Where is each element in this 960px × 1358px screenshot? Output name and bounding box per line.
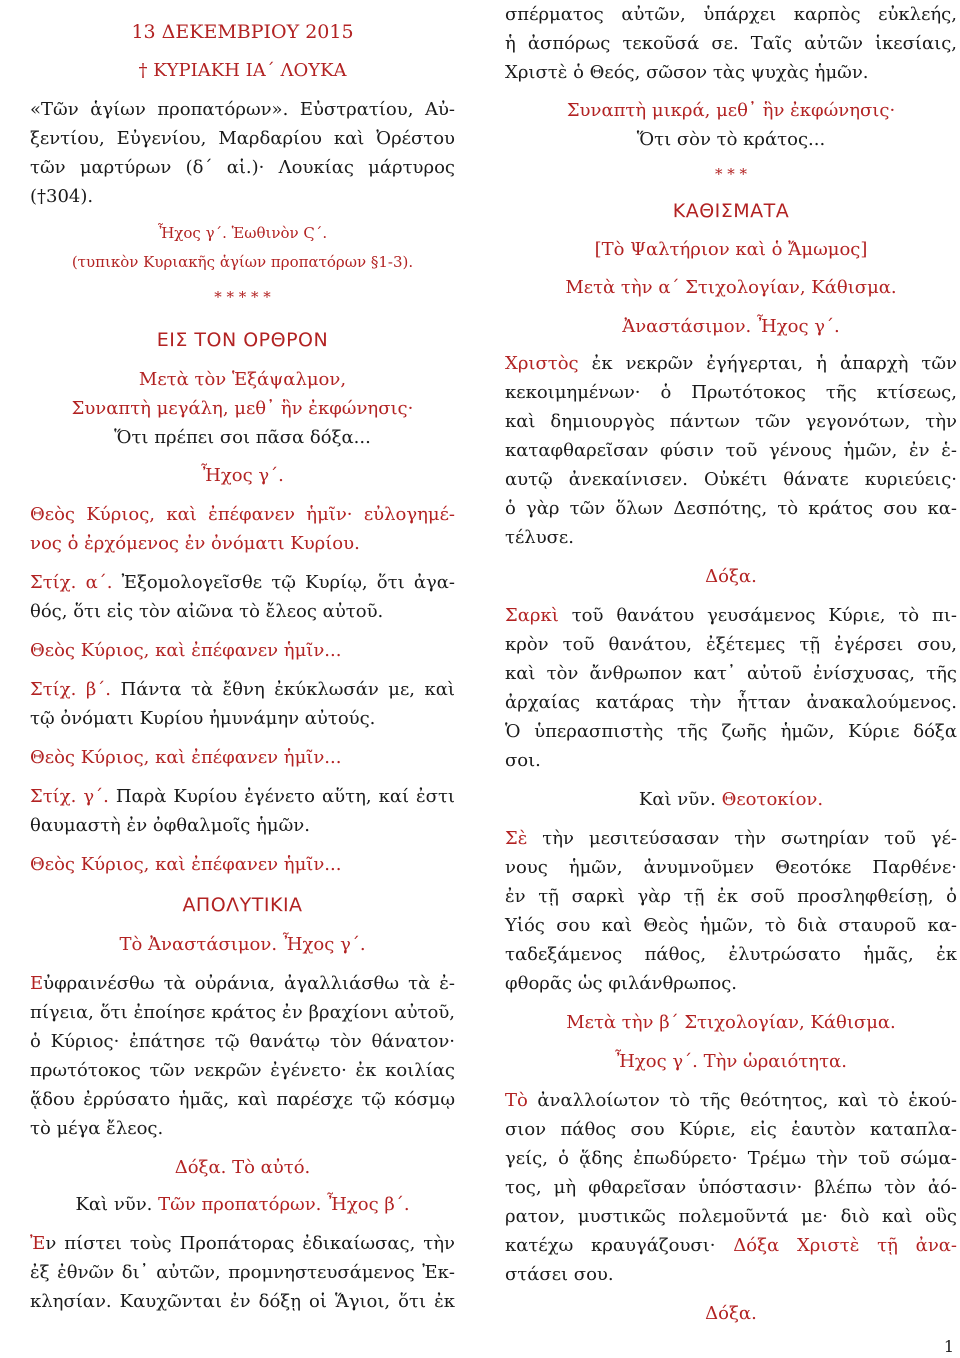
resurrectional-tone: Τὸ Ἀναστάσιμον. Ἦχος γ΄.	[119, 934, 366, 955]
psalter-note: [Τὸ Ψαλτήριον καὶ ὁ Ἄμωμος]	[594, 239, 868, 260]
date-heading: 13 ΔΕΚΕΜΒΡΙΟΥ 2015	[131, 21, 354, 43]
stars-divider: * * *	[714, 165, 748, 183]
great-litany: Συναπτὴ μεγάλη, μεθ᾿ ἣν ἐκφώνησις·	[71, 398, 414, 419]
typikon-note: (τυπικὸν Κυριακῆς ἁγίων προπατόρων §1-3).	[71, 253, 414, 271]
stichos-g: Στίχ. γ΄. Παρὰ Κυρίου ἐγένετο αὕτη, καί ἐστι θαυμαστὴ ἐν ὀφθαλμοῖς ἡμῶν.	[30, 786, 455, 836]
theos-kyrios-verse: Θεὸς Κύριος, καὶ ἐπέφανεν ἡμῖν· εὐλογημέ- νος ὁ ἐρχόμενος ἐν ὀνόματι Κυρίου.	[30, 504, 455, 554]
kathisma-hymn-4: Τὸ ἀναλλοίωτον τὸ τῆς θεότητος, καὶ τὸ ἑκού- σιον πάθος σου Κύριε, εἰς ἑαυτὸν καταπλα- γείς, ὁ ᾅδης ἐπωδύρετο· Τρέμω τὴν τοῦ σώμα- τος, μὴ φθαρεῖσαν ὑπόστασιν· βλέπω τὸν ἀό- ρατον, μυστικῶς πολεμοῦντά με· διὸ καὶ οὓς κατέχω κραυγάζουσι· Δόξα Χριστὲ τῇ ἀνα- στάσει σου.	[505, 1090, 957, 1285]
tone-oraiotita: Ἦχος γ΄. Τὴν ὡραιότητα.	[615, 1051, 847, 1072]
kai-nyn-rubric: Καὶ νῦν. Τῶν προπατόρων. Ἦχος β΄.	[75, 1194, 410, 1215]
theos-refrain: Θεὸς Κύριος, καὶ ἐπέφανεν ἡμῖν...	[30, 854, 342, 875]
theos-refrain: Θεὸς Κύριος, καὶ ἐπέφανεν ἡμῖν...	[30, 747, 342, 768]
kathisma-hymn-2: Σαρκὶ τοῦ θανάτου γευσάμενος Κύριε, τὸ πι- κρὸν τοῦ θανάτου, ἐξέτεμες τῇ ἐγέρσει σου, καὶ τὸν ἄνθρωπον κατ᾿ αὐτοῦ ἐνίσχυσας, τῆς ἀρχαίας κατάρας τὴν ἧτταν ἀνακαλούμενος. Ὁ ὑπερασπιστὴς τῆς ζωῆς ἡμῶν, Κύριε δόξα σοι.	[505, 605, 957, 771]
kathismata-title: ΚΑΘΙΣΜΑΤΑ	[672, 200, 790, 222]
anastasimon-tone: Ἀναστάσιμον. Ἦχος γ΄.	[622, 316, 840, 337]
stichos-a: Στίχ. α΄. Ἐξομολογεῖσθε τῷ Κυρίῳ, ὅτι ἀγα- θός, ὅτι εἰς τὸν αἰῶνα τὸ ἔλεος αὐτοῦ.	[30, 572, 455, 622]
page-number: 1	[943, 1337, 954, 1356]
left-column	[30, 0, 455, 1316]
theotokion-hymn: Σὲ τὴν μεσιτεύσασαν τὴν σωτηρίαν τοῦ γέ- νους ἡμῶν, ἀνυμνοῦμεν Θεοτόκε Παρθένε· ἐν τῇ σαρκὶ γὰρ τῇ ἐκ σοῦ προσληφθείσῃ, ὁ Υἱός σου καὶ Θεὸς ἡμῶν, τὸ διὰ σταυροῦ κα- ταδεξάμενος πάθος, ἐλυτρώσατο ἡμᾶς, ἐκ φθορᾶς ὡς φιλάνθρωπος.	[505, 828, 957, 994]
first-stichology: Μετὰ τὴν α΄ Στιχολογίαν, Κάθισμα.	[565, 277, 897, 298]
after-hexapsalmos: Μετὰ τὸν Ἑξάψαλμον,	[138, 369, 347, 390]
stichos-b: Στίχ. β΄. Πάντα τὰ ἔθνη ἐκύκλωσάν με, καὶ τῷ ὀνόματι Κυρίου ἠμυνάμην αὐτούς.	[30, 679, 455, 729]
ekphonesis: Ὅτι σὸν τὸ κράτος...	[636, 129, 826, 150]
kathisma-hymn-1: Χριστὸς ἐκ νεκρῶν ἐγήγερται, ἡ ἀπαρχὴ τῶν κεκοιμημένων· ὁ Πρωτότοκος τῆς κτίσεως, καὶ δημιουργὸς πάντων τῶν γεγονότων, τὴν καταφθαρεῖσαν φύσιν τοῦ γένους ἡμῶν, ἐν ἑ- αυτῷ ἀνεκαίνισεν. Οὐκέτι θάνατε κυριεύεις· ὁ γὰρ τῶν ὅλων Δεσπότης, τὸ κράτος σου κα- τέλυσε.	[505, 353, 957, 548]
forefathers-hymn-continued: σπέρματος αὐτῶν, ὑπάρχει καρπὸς εὐκλεής, ἡ ἀσπόρως τεκοῦσά σε. Ταῖς αὐτῶν ἱκεσίαις, Χριστὲ ὁ Θεός, σῶσον τὰς ψυχὰς ἡμῶν.	[505, 4, 957, 83]
doxa-rubric: Δόξα. Τὸ αὐτό.	[174, 1157, 311, 1178]
commemoration-paragraph: «Τῶν ἁγίων προπατόρων». Εὐστρατίου, Αὐ- ξεντίου, Εὐγενίου, Μαρδαρίου καὶ Ὀρέστου τῶν μαρτύρων (δ΄ αἱ.)· Λουκίας μάρτυρος (†304).	[30, 99, 455, 207]
kai-nyn-theotokion: Καὶ νῦν. Θεοτοκίον.	[638, 789, 824, 810]
doxa-rubric: Δόξα.	[705, 566, 757, 587]
sunday-title: † ΚΥΡΙΑΚΗ ΙΑ΄ ΛΟΥΚΑ	[138, 60, 347, 81]
tone-eothinon: Ἦχος γ΄. Ἑωθινὸν Ϛ΄.	[157, 224, 328, 242]
right-column	[505, 0, 957, 1328]
tone-heading: Ἦχος γ΄.	[201, 465, 284, 486]
orthros-title: ΕΙΣ ΤΟΝ ΟΡΘΡΟΝ	[156, 329, 329, 351]
forefathers-hymn: Ἐν πίστει τοὺς Προπάτορας ἐδικαίωσας, τὴν ἐξ ἐθνῶν δι᾿ αὐτῶν, προμνηστευσάμενος Ἐκ- κλησίαν. Καυχῶνται ἐν δόξῃ οἱ Ἅγιοι, ὅτι ἐκ	[30, 1233, 455, 1312]
ekphonesis: Ὅτι πρέπει σοι πᾶσα δόξα...	[114, 427, 371, 448]
theos-refrain: Θεὸς Κύριος, καὶ ἐπέφανεν ἡμῖν...	[30, 640, 342, 661]
second-stichology: Μετὰ τὴν β΄ Στιχολογίαν, Κάθισμα.	[566, 1012, 896, 1033]
doxa-rubric: Δόξα.	[705, 1303, 757, 1324]
apolytikia-title: ΑΠΟΛΥΤΙΚΙΑ	[182, 894, 303, 916]
apolytikion-hymn: Εὐφραινέσθω τὰ οὐράνια, ἀγαλλιάσθω τὰ ἐ- πίγεια, ὅτι ἐποίησε κράτος ἐν βραχίονι αὐτοῦ, ὁ Κύριος· ἐπάτησε τῷ θανάτῳ τὸν θάνατον· πρωτότοκος τῶν νεκρῶν ἐγένετο· ἐκ κοιλίας ᾅδου ἐρρύσατο ἡμᾶς, καὶ παρέσχε τῷ κόσμῳ τὸ μέγα ἔλεος.	[30, 973, 455, 1139]
small-litany: Συναπτὴ μικρά, μεθ᾿ ἣν ἐκφώνησις·	[566, 100, 896, 121]
stars-divider: * * * * *	[214, 288, 271, 306]
